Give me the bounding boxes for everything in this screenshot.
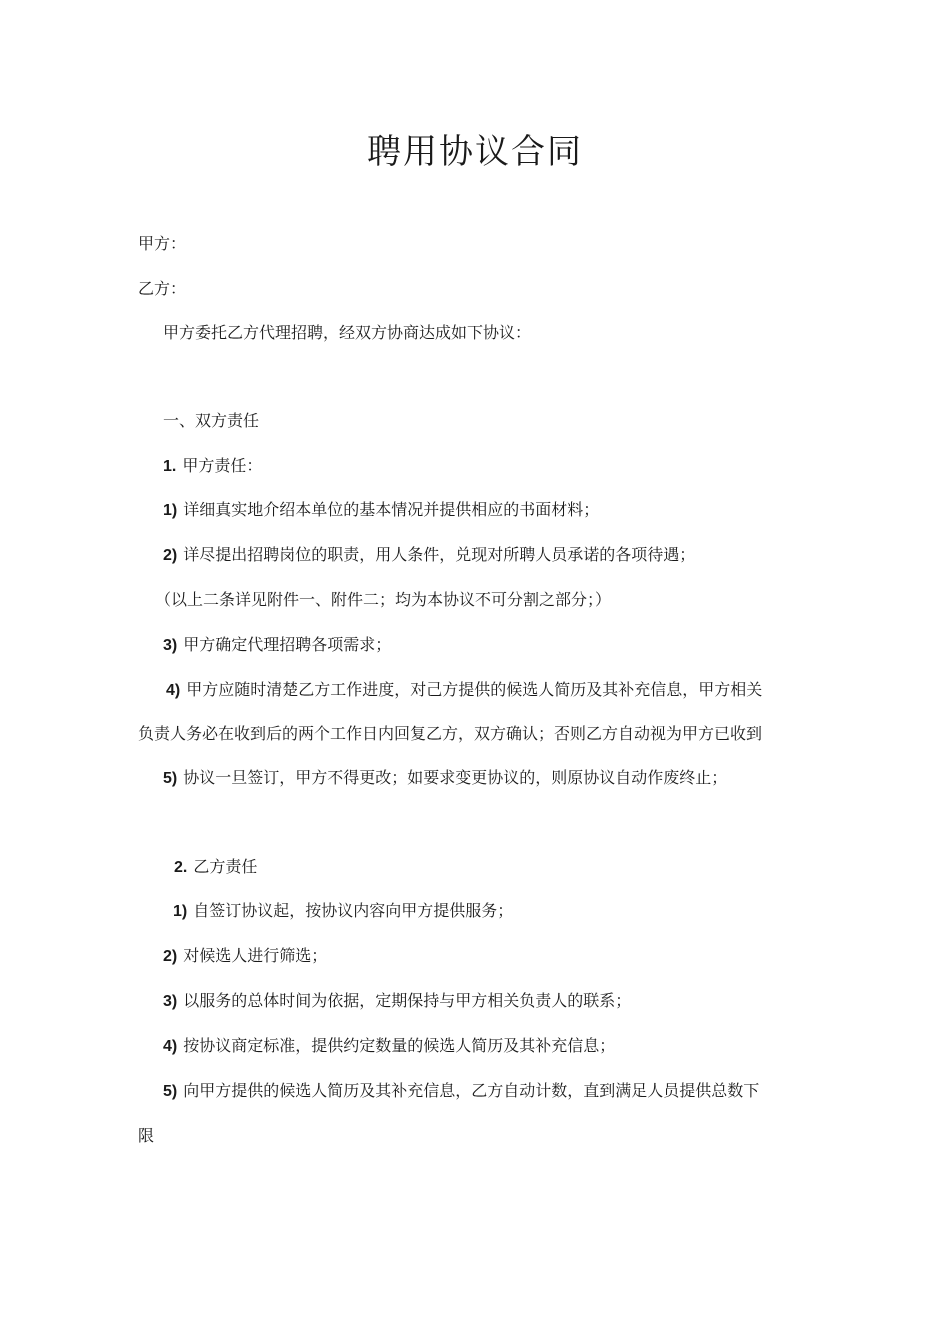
item-text: 详尽提出招聘岗位的职责，用人条件，兑现对所聘人员承诺的各项待遇； xyxy=(183,545,696,564)
item-text: 甲方确定代理招聘各项需求； xyxy=(183,635,392,654)
item-number: 1) xyxy=(163,502,178,519)
item-number: 2) xyxy=(163,547,178,564)
clause-heading: 甲方责任： xyxy=(182,456,263,475)
item-text: 甲方应随时清楚乙方工作进度，对己方提供的候选人简历及其补充信息，甲方相关 xyxy=(186,680,763,699)
clause-item-continuation xyxy=(138,722,762,746)
clause-item xyxy=(163,1034,615,1059)
clause-item xyxy=(163,543,695,568)
party-b-responsibility-heading xyxy=(174,855,257,880)
clause-item-continuation xyxy=(138,1124,154,1148)
clause-item xyxy=(163,989,631,1014)
item-number: 5) xyxy=(163,1083,178,1100)
intro-paragraph: 甲方委托乙方代理招聘，经双方协商达成如下协议： xyxy=(163,323,532,342)
clause-item xyxy=(163,766,727,791)
clause-number: 1. xyxy=(163,458,177,475)
clause-note xyxy=(155,588,611,612)
section-heading: 一、双方责任 xyxy=(163,411,260,430)
item-text: 详细真实地介绍本单位的基本情况并提供相应的书面材料； xyxy=(183,500,600,519)
clause-item xyxy=(163,633,391,658)
clause-item xyxy=(173,899,513,924)
clause-item xyxy=(166,678,762,703)
party-b-label: 乙方： xyxy=(138,279,187,298)
item-number: 3) xyxy=(163,993,178,1010)
item-text: 按协议商定标准，提供约定数量的候选人简历及其补充信息； xyxy=(183,1036,616,1055)
clause-number: 2. xyxy=(174,859,188,876)
item-text: （以上二条详见附件一、附件二；均为本协议不可分割之部分；） xyxy=(155,590,612,609)
item-number: 1) xyxy=(173,903,188,920)
item-number: 5) xyxy=(163,770,178,787)
clause-heading: 乙方责任 xyxy=(193,857,258,876)
item-text: 向甲方提供的候选人简历及其补充信息，乙方自动计数，直到满足人员提供总数下 xyxy=(183,1081,760,1100)
party-a-label: 甲方： xyxy=(138,234,187,253)
item-text: 自签订协议起，按协议内容向甲方提供服务； xyxy=(193,901,514,920)
item-number: 4) xyxy=(166,682,181,699)
item-number: 4) xyxy=(163,1038,178,1055)
clause-item xyxy=(163,1079,759,1104)
document-title: 聘用协议合同 xyxy=(367,132,583,172)
item-number: 3) xyxy=(163,637,178,654)
item-number: 2) xyxy=(163,948,178,965)
item-text: 负责人务必在收到后的两个工作日内回复乙方，双方确认；否则乙方自动视为甲方已收到 xyxy=(138,724,763,743)
item-text: 以服务的总体时间为依据，定期保持与甲方相关负责人的联系； xyxy=(183,991,632,1010)
clause-item xyxy=(163,944,327,969)
item-text: 限 xyxy=(138,1126,155,1145)
party-a-responsibility-heading xyxy=(163,454,262,479)
item-text: 协议一旦签订，甲方不得更改；如要求变更协议的，则原协议自动作废终止； xyxy=(183,768,728,787)
item-text: 对候选人进行筛选； xyxy=(183,946,328,965)
clause-item xyxy=(163,498,599,523)
